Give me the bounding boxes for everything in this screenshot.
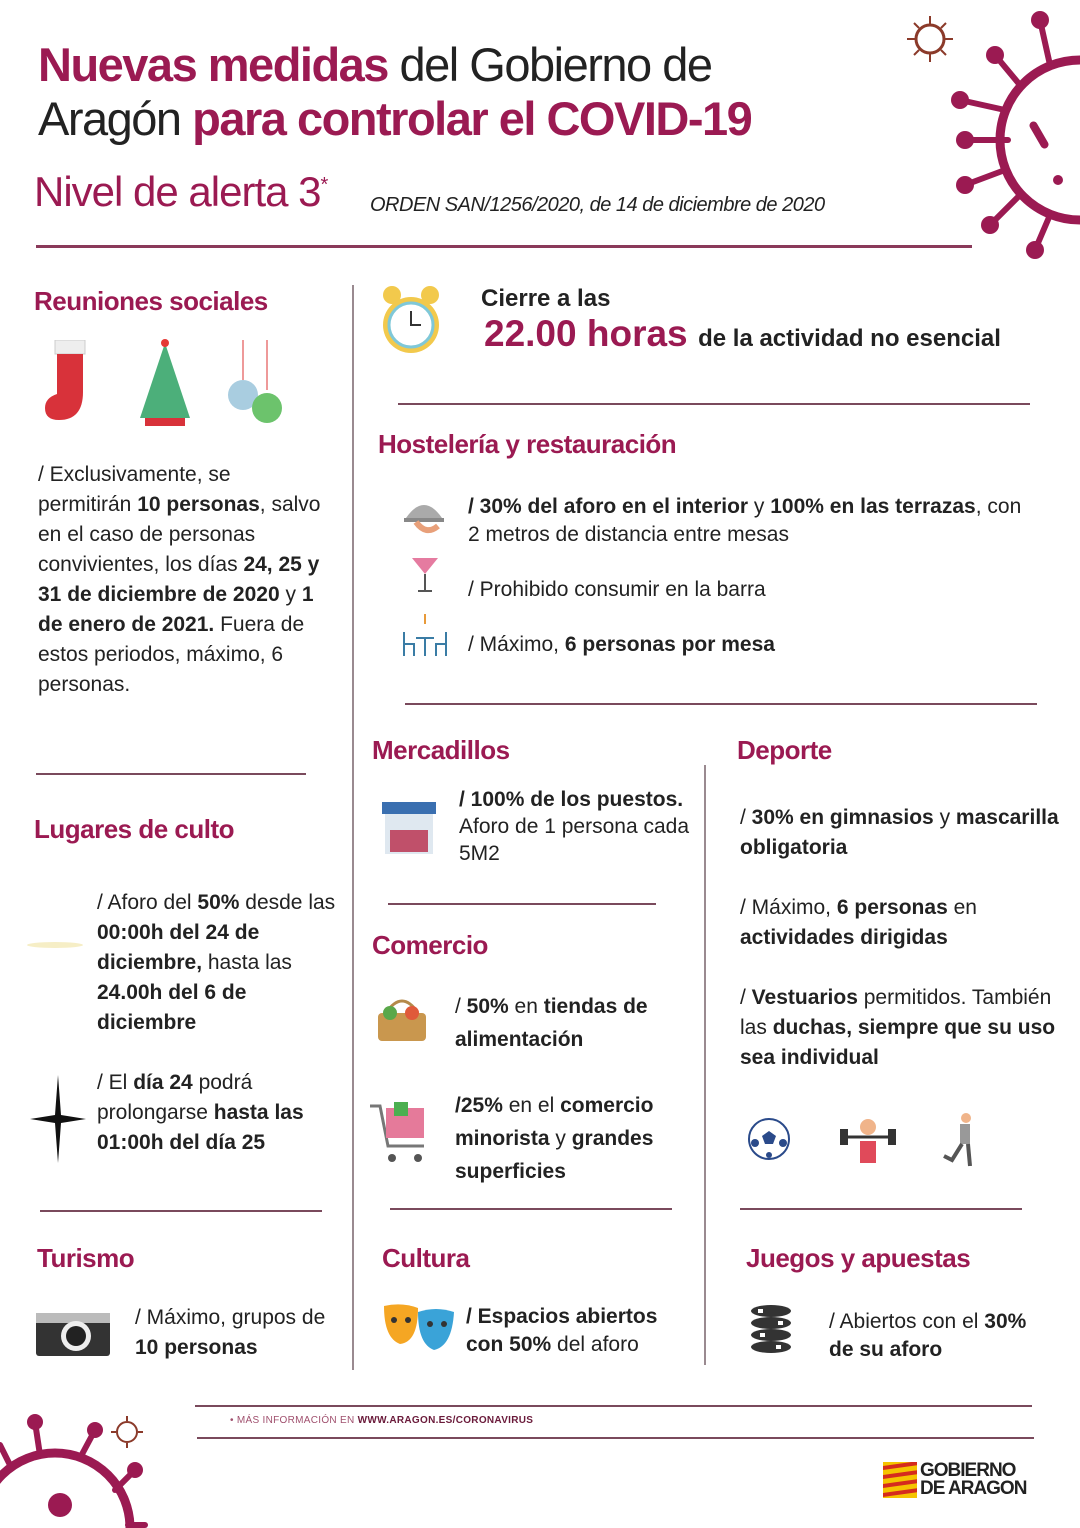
divider [398, 403, 1030, 405]
text-segment: , salvo en el caso de personas convivientes, los días [38, 493, 321, 576]
text-segment: / Prohibido consumir en la barra [468, 578, 766, 601]
soccer-ball-icon [747, 1117, 791, 1161]
footer-divider-bottom [197, 1437, 1034, 1439]
text-segment: mascarilla obligatoria [740, 806, 1059, 859]
text-segment: podrá prolongarse [97, 1071, 253, 1124]
paragraph [466, 1303, 696, 1359]
text-segment: / [455, 995, 467, 1018]
text-segment: 10 personas [137, 493, 260, 516]
text-segment: 10 personas [135, 1336, 258, 1359]
text-segment: /25% [455, 1094, 503, 1117]
text-segment: 100% en las terrazas [770, 495, 976, 518]
aragon-flag-icon [883, 1462, 917, 1498]
text-segment: del Gobierno de [387, 38, 712, 91]
text-segment: Aragón [38, 92, 193, 145]
stocking-icon [45, 340, 100, 425]
deporte-text-2 [740, 893, 1060, 953]
culto-text-1 [97, 888, 342, 1038]
more-info-link[interactable]: WWW.ARAGON.ES/CORONAVIRUS [357, 1415, 534, 1426]
juegos-text [829, 1308, 1029, 1364]
text-segment: / Abiertos con el [829, 1310, 985, 1333]
section-title-turismo: Turismo [37, 1243, 135, 1273]
sparkle-icon [25, 930, 85, 960]
text-segment: actividades dirigidas [740, 926, 948, 949]
section-title-juegos: Juegos y apuestas [746, 1243, 971, 1273]
divider [405, 703, 1037, 705]
text-segment: en el [502, 1094, 561, 1117]
section-title-deporte: Deporte [737, 735, 832, 765]
text-segment: grandes superficies [455, 1127, 654, 1183]
text-segment: , con 2 metros de distancia entre mesas [468, 495, 1022, 546]
divider [390, 1208, 672, 1210]
text-segment: y [748, 495, 771, 518]
logo-line2: DE ARAGON [920, 1478, 1027, 1499]
text-segment: Nuevas medidas [38, 38, 388, 91]
column-divider-1 [352, 285, 354, 1370]
divider [388, 903, 656, 905]
deporte-text-3 [740, 983, 1070, 1073]
runner-icon [940, 1112, 980, 1170]
food-basket-icon [376, 993, 428, 1045]
alert-level [34, 168, 327, 216]
more-info: • MÁS INFORMACIÓN EN WWW.ARAGON.ES/CORONAVIRUS [230, 1415, 534, 1426]
text-segment: / Espacios abiertos con 50% [466, 1305, 658, 1356]
text-segment: Aforo de 1 persona cada 5M2 [459, 815, 689, 865]
more-info-prefix: MÁS INFORMACIÓN EN [236, 1415, 358, 1426]
christmas-tree-icon [135, 338, 195, 428]
logo-line1: GOBIERNO [920, 1460, 1016, 1481]
hosteleria-text-1 [468, 493, 1038, 549]
text-segment: 6 personas por mesa [564, 633, 775, 656]
alert-footnote-mark: * [320, 174, 328, 196]
ornaments-icon [225, 340, 285, 430]
closing-time: 22.00 horas [484, 313, 688, 354]
text-segment: 00:00h del 24 de diciembre, [97, 921, 260, 974]
section-title-culto: Lugares de culto [34, 814, 235, 844]
section-title-comercio: Comercio [372, 930, 488, 960]
main-title-line1 [38, 38, 711, 92]
star-icon [30, 1075, 86, 1163]
paragraph [38, 460, 323, 700]
text-segment: 6 personas [836, 896, 948, 919]
virus-decoration-icon [940, 0, 1080, 260]
column-divider-2 [704, 765, 706, 1365]
hosteleria-text-3 [468, 630, 1038, 660]
alert-level-text: Nivel de alerta 3 [34, 168, 321, 215]
section-title-hosteleria: Hostelería y restauración [378, 429, 677, 459]
text-segment: para controlar el COVID-19 [192, 92, 752, 145]
turismo-text [135, 1303, 335, 1363]
text-segment: del aforo [551, 1333, 639, 1356]
small-virus-bottom-icon [110, 1415, 144, 1449]
text-segment: en [508, 995, 544, 1018]
text-segment: 30% de su aforo [829, 1310, 1027, 1361]
text-segment: comercio minorista [455, 1094, 654, 1150]
text-segment: hasta las [202, 951, 292, 974]
section-title-reuniones: Reuniones sociales [34, 286, 268, 316]
text-segment: 24.00h del 6 de diciembre [97, 981, 247, 1034]
closing-rest: de la actividad no esencial [698, 325, 1001, 352]
closing-time-block [484, 313, 1001, 355]
text-segment: 24, 25 y 31 de diciembre de 2020 [38, 553, 320, 606]
small-virus-icon [905, 14, 955, 64]
main-title-line2 [38, 92, 751, 146]
order-reference: ORDEN SAN/1256/2020, de 14 de diciembre de 2020 [370, 194, 825, 216]
text-segment: desde las [239, 891, 336, 914]
comercio-text-1 [455, 990, 695, 1056]
text-segment: / [740, 806, 752, 829]
cocktail-icon [410, 550, 440, 595]
text-segment: hasta las 01:00h del día 25 [97, 1101, 304, 1154]
text-segment: / [740, 986, 752, 1009]
theater-masks-icon [382, 1302, 456, 1352]
cultura-text [466, 1303, 696, 1359]
paragraph [135, 1303, 335, 1363]
text-segment: / 100% de los puestos. [459, 788, 684, 811]
poker-chips-icon [748, 1303, 794, 1357]
text-segment: 50% [197, 891, 240, 914]
comercio-text-2 [455, 1089, 695, 1188]
divider [40, 1210, 322, 1212]
text-segment: permitidos. También las [740, 986, 1052, 1039]
text-segment: 50% [466, 995, 509, 1018]
section-title-cultura: Cultura [382, 1243, 470, 1273]
text-segment: Vestuarios [751, 986, 858, 1009]
text-segment: / El [97, 1071, 134, 1094]
cloche-icon [402, 492, 446, 538]
header-divider [36, 245, 972, 248]
text-segment: / Aforo del [97, 891, 198, 914]
footer-divider-top [195, 1405, 1032, 1407]
gobierno-aragon-logo [883, 1462, 1026, 1498]
shopping-cart-icon [368, 1100, 430, 1166]
weightlifter-icon [838, 1115, 898, 1167]
deporte-text-1 [740, 803, 1060, 863]
alarm-clock-icon [380, 283, 442, 358]
text-segment: duchas, siempre que su uso sea individual [740, 1016, 1056, 1069]
text-segment: 1 de enero de 2021. [38, 583, 314, 636]
text-segment: tiendas de alimentación [455, 995, 648, 1051]
section-title-mercadillos: Mercadillos [372, 735, 510, 765]
text-segment: 30% en gimnasios [751, 806, 934, 829]
paragraph [829, 1308, 1029, 1364]
paragraph [459, 786, 689, 867]
culto-text-2 [97, 1068, 342, 1158]
text-segment: día 24 [133, 1071, 193, 1094]
text-segment: en [947, 896, 977, 919]
camera-icon [36, 1308, 110, 1356]
hosteleria-text-2 [468, 575, 1038, 605]
divider [36, 773, 306, 775]
closing-line1: Cierre a las [481, 285, 611, 312]
text-segment: / Máximo, grupos de [135, 1306, 326, 1329]
table-chairs-icon [400, 612, 450, 658]
text-segment: y [279, 583, 302, 606]
text-segment: Fuera de estos periodos, máximo, 6 personas. [38, 613, 305, 696]
reuniones-text [38, 460, 323, 700]
text-segment: / Máximo, [468, 633, 565, 656]
market-stall-icon [382, 802, 436, 856]
text-segment: / Exclusivamente, se permitirán [38, 463, 231, 516]
text-segment: y [549, 1127, 572, 1150]
text-segment: / 30% del aforo en el interior [468, 495, 749, 518]
text-segment: y [933, 806, 956, 829]
mercadillos-text [459, 786, 689, 867]
text-segment: / Máximo, [740, 896, 837, 919]
divider [740, 1208, 1022, 1210]
